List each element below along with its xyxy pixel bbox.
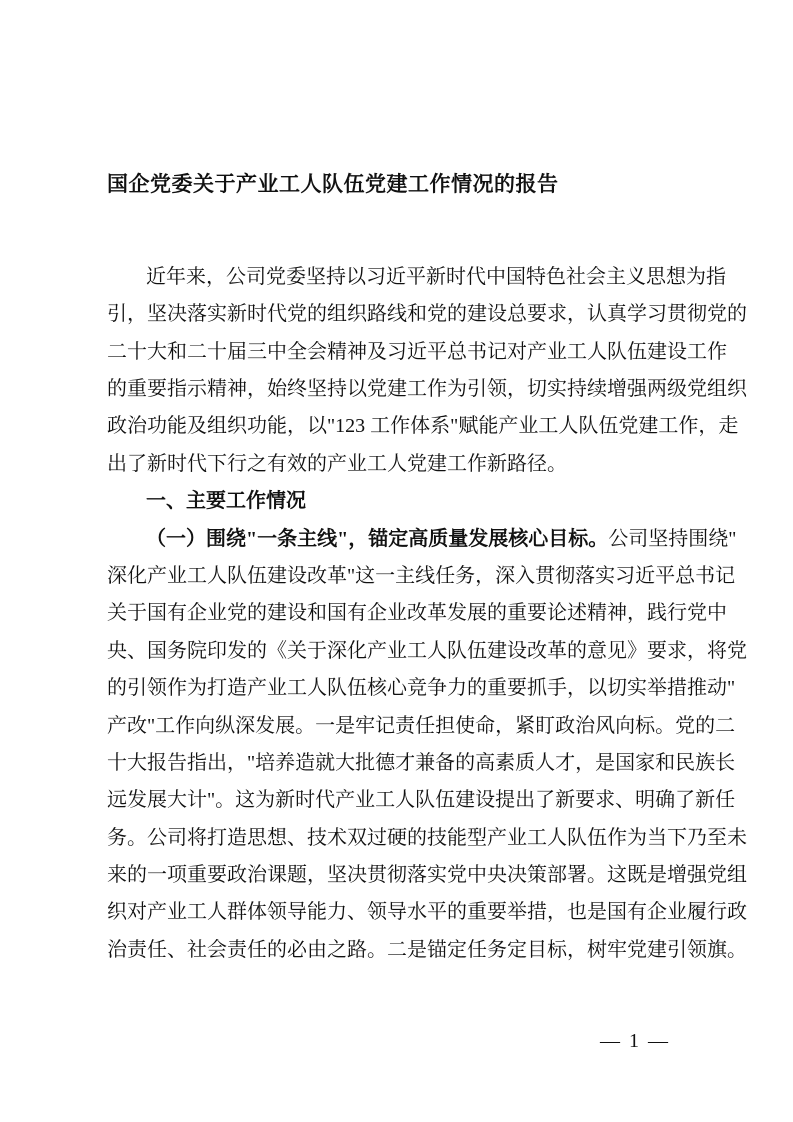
paragraph-line: 十大报告指出，"培养造就大批德才兼备的高素质人才，是国家和民族长 — [107, 752, 736, 774]
document-title: 国企党委关于产业工人队伍党建工作情况的报告 — [107, 173, 559, 196]
paragraph-text: 公司坚持围绕" — [608, 528, 737, 550]
page-number: — 1 — — [600, 1030, 670, 1052]
paragraph-line: 的引领作为打造产业工人队伍核心竞争力的重要抓手，以切实举措推动" — [107, 677, 736, 699]
paragraph-line: 出了新时代下行之有效的产业工人党建工作新路径。 — [107, 453, 567, 475]
paragraph-line: 的重要指示精神，始终坚持以党建工作为引领，切实持续增强两级党组织 — [107, 378, 747, 400]
paragraph-line: 二十大和二十届三中全会精神及习近平总书记对产业工人队伍建设工作 — [107, 341, 727, 363]
paragraph-line: 引，坚决落实新时代党的组织路线和党的建设总要求，认真学习贯彻党的 — [107, 303, 747, 325]
paragraph-line: 关于国有企业党的建设和国有企业改革发展的重要论述精神，践行党中 — [107, 602, 727, 624]
section-heading: 一、主要工作情况 — [146, 490, 306, 512]
paragraph-line: 织对产业工人群体领导能力、领导水平的重要举措，也是国有企业履行政 — [107, 901, 747, 923]
paragraph-line: 央、国务院印发的《关于深化产业工人队伍建设改革的意见》要求，将党 — [107, 640, 747, 662]
paragraph-line: 远发展大计"。这为新时代产业工人队伍建设提出了新要求、明确了新任 — [107, 789, 736, 811]
paragraph-line: 近年来，公司党委坚持以习近平新时代中国特色社会主义思想为指 — [146, 266, 726, 288]
paragraph-line: 深化产业工人队伍建设改革"这一主线任务，深入贯彻落实习近平总书记 — [107, 565, 736, 587]
subsection-line — [146, 525, 737, 553]
subsection-heading: （一）围绕"一条主线"，锚定高质量发展核心目标。 — [146, 528, 609, 550]
paragraph-line: 来的一项重要政治课题，坚决贯彻落实党中央决策部署。这既是增强党组 — [107, 864, 747, 886]
paragraph-line: 产改"工作向纵深发展。一是牢记责任担使命，紧盯政治风向标。党的二 — [107, 715, 736, 737]
paragraph-line: 治责任、社会责任的必由之路。二是锚定任务定目标，树牢党建引领旗。 — [107, 939, 747, 961]
paragraph-line: 务。公司将打造思想、技术双过硬的技能型产业工人队伍作为当下乃至未 — [107, 827, 747, 849]
paragraph-line: 政治功能及组织功能，以"123 工作体系"赋能产业工人队伍党建工作，走 — [107, 415, 739, 437]
